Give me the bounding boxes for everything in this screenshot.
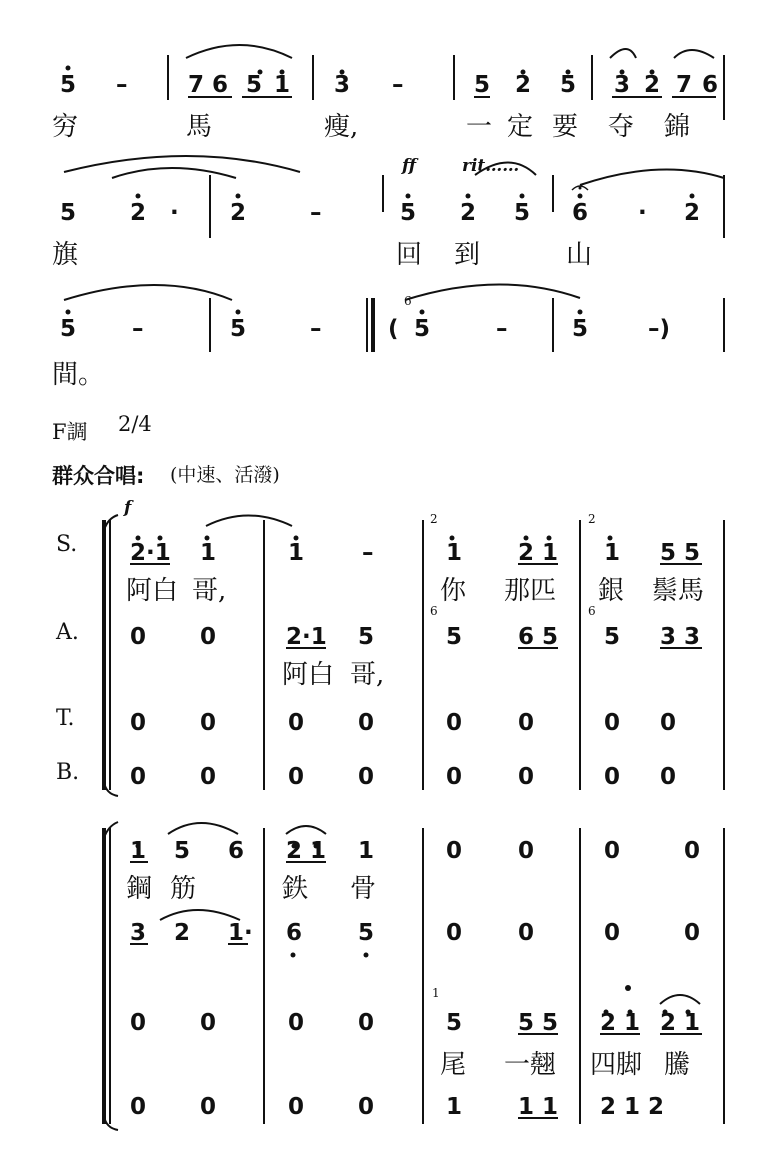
note: 0 <box>288 764 305 790</box>
note: 3 <box>614 72 631 98</box>
note: 5 <box>400 200 417 226</box>
note: 2 <box>644 72 661 98</box>
note: 2 1 <box>600 1010 641 1036</box>
note: 0 <box>660 764 677 790</box>
lyric: 要 <box>552 112 579 142</box>
note: 0 <box>446 838 463 864</box>
note: 2 <box>174 920 191 946</box>
note: 2 <box>515 72 532 98</box>
note: 5 <box>358 920 375 946</box>
voice-label-tenor: T. <box>56 706 75 731</box>
note: 5 <box>572 316 589 342</box>
grace-note: 6 <box>404 294 412 308</box>
voice-label-alto: A. <box>56 620 79 645</box>
note: 2 <box>230 200 247 226</box>
dynamic-marking: ff <box>402 156 417 176</box>
note: 0 <box>604 920 621 946</box>
note: 2 <box>684 200 701 226</box>
note: 1 <box>288 540 305 566</box>
dash: – <box>116 72 128 98</box>
note: 0 <box>130 1094 147 1120</box>
time-signature: 2/4 <box>118 412 152 436</box>
note: 0 <box>200 1010 217 1036</box>
note: 5 <box>358 624 375 650</box>
note: 5 <box>60 200 77 226</box>
key-signature: F調 <box>52 420 88 444</box>
note: 0 <box>518 764 535 790</box>
note: 0 <box>130 1010 147 1036</box>
note: 0 <box>358 1010 375 1036</box>
dot: · <box>170 200 179 226</box>
lyric: 旗 <box>52 240 79 270</box>
note: 5 <box>604 624 621 650</box>
note: 2 1 <box>518 540 559 566</box>
note: 6 <box>228 838 245 864</box>
tempo-marking-text: (中速、活潑) <box>170 464 280 486</box>
lyric: 一翹 <box>504 1050 557 1080</box>
lyric: 你 <box>440 576 467 606</box>
lyric: 四脚 <box>590 1050 643 1080</box>
note: 0 <box>684 920 701 946</box>
note: 1 <box>358 838 375 864</box>
note: 3 <box>334 72 351 98</box>
note: 0 <box>130 710 147 736</box>
section-title: 群众合唱: <box>52 464 145 488</box>
note: 6 <box>286 920 303 946</box>
dynamic-f: f <box>124 498 132 518</box>
note: 5 <box>560 72 577 98</box>
tempo-marking: rit…… <box>462 156 520 176</box>
note: 0 <box>518 920 535 946</box>
dash: – <box>132 316 144 342</box>
note: 0 <box>130 624 147 650</box>
lyric: 馬 <box>186 112 213 142</box>
dash: – <box>496 316 508 342</box>
dash: – <box>310 316 322 342</box>
note: 6 <box>702 72 719 98</box>
lyric: 尾 <box>440 1050 467 1080</box>
note: 1· <box>228 920 253 946</box>
note: 1 <box>130 838 147 864</box>
note: 5 <box>414 316 431 342</box>
note: 0 <box>684 838 701 864</box>
lyric: 銀 <box>598 576 625 606</box>
note: 0 <box>446 920 463 946</box>
paren-open: ( <box>388 316 399 342</box>
note: 1 1 <box>518 1094 559 1120</box>
note: 0 <box>288 1094 305 1120</box>
lyric: 筋 <box>170 874 197 904</box>
grace-note: 6 <box>430 604 438 618</box>
note: 0 <box>358 764 375 790</box>
note: 5 <box>246 72 263 98</box>
lyric: 到 <box>454 240 481 270</box>
lyric: 骨 <box>350 874 377 904</box>
note: 2 <box>460 200 477 226</box>
note: 0 <box>604 838 621 864</box>
note: 1 <box>604 540 621 566</box>
lyric: 那匹 <box>504 576 557 606</box>
lyric: 穷 <box>52 112 79 142</box>
note: 2 1 2 <box>600 1094 665 1120</box>
note: 0 <box>200 1094 217 1120</box>
note: 0 <box>200 624 217 650</box>
note: 6 5 <box>518 624 559 650</box>
note: 0 <box>446 710 463 736</box>
note: 0 <box>518 838 535 864</box>
dash: – <box>362 540 374 566</box>
lyric: 鋼 <box>126 874 153 904</box>
lyric: 回 <box>396 240 423 270</box>
note: 1 <box>200 540 217 566</box>
note: 0 <box>446 764 463 790</box>
note: 1 <box>446 540 463 566</box>
lyric: 夺 <box>608 112 635 142</box>
note: 5 <box>230 316 247 342</box>
grace-note: 2 <box>430 512 438 526</box>
lyric: 山 <box>566 240 593 270</box>
note: 0 <box>660 710 677 736</box>
note: 5 5 <box>660 540 701 566</box>
note: 5 <box>474 72 491 98</box>
note: 2 1 <box>286 838 327 864</box>
note: 2·1 <box>286 624 327 650</box>
dash: –) <box>648 316 671 342</box>
lyric: 間。 <box>52 360 105 390</box>
lyric: 瘦, <box>324 112 359 142</box>
lyric: 哥, <box>192 576 227 606</box>
note: 6 <box>212 72 229 98</box>
note: 0 <box>358 710 375 736</box>
note: 0 <box>604 710 621 736</box>
note: 3 <box>130 920 147 946</box>
note: 6 <box>572 200 589 226</box>
lyric: 哥, <box>350 660 385 690</box>
lyric: 定 <box>507 112 534 142</box>
note: 0 <box>288 710 305 736</box>
note: 0 <box>130 764 147 790</box>
lyric: 騰 <box>664 1050 691 1080</box>
lyric: 阿白 <box>126 576 179 606</box>
note: 2 <box>130 200 147 226</box>
dash: – <box>392 72 404 98</box>
grace-note: 6 <box>588 604 596 618</box>
note: 0 <box>288 1010 305 1036</box>
note: 1 <box>446 1094 463 1120</box>
lyric: 鉄 <box>282 874 309 904</box>
lyric: 一 <box>466 112 493 142</box>
note: 7 <box>188 72 205 98</box>
note: 5 <box>60 72 77 98</box>
note: 0 <box>604 764 621 790</box>
dash: – <box>310 200 322 226</box>
note: 0 <box>200 710 217 736</box>
note: 5 <box>446 624 463 650</box>
grace-note: 2 <box>588 512 596 526</box>
note: 5 <box>174 838 191 864</box>
grace-note: 1 <box>432 986 440 1000</box>
note: 5 <box>446 1010 463 1036</box>
lyric: 錦 <box>664 112 691 142</box>
note: 2 1 <box>660 1010 701 1036</box>
lyric: 鬃馬 <box>652 576 705 606</box>
note: 7 <box>676 72 693 98</box>
note: 5 5 <box>518 1010 559 1036</box>
note: 5 <box>514 200 531 226</box>
voice-label-bass: B. <box>56 760 80 785</box>
note: 0 <box>358 1094 375 1120</box>
note: 0 <box>200 764 217 790</box>
note: 0 <box>518 710 535 736</box>
voice-label-soprano: S. <box>56 532 78 557</box>
lyric: 阿白 <box>282 660 335 690</box>
note: 5 <box>60 316 77 342</box>
note: 1 <box>274 72 291 98</box>
dot: · <box>638 200 647 226</box>
note: 2·1 <box>130 540 171 566</box>
note: 3 3 <box>660 624 701 650</box>
